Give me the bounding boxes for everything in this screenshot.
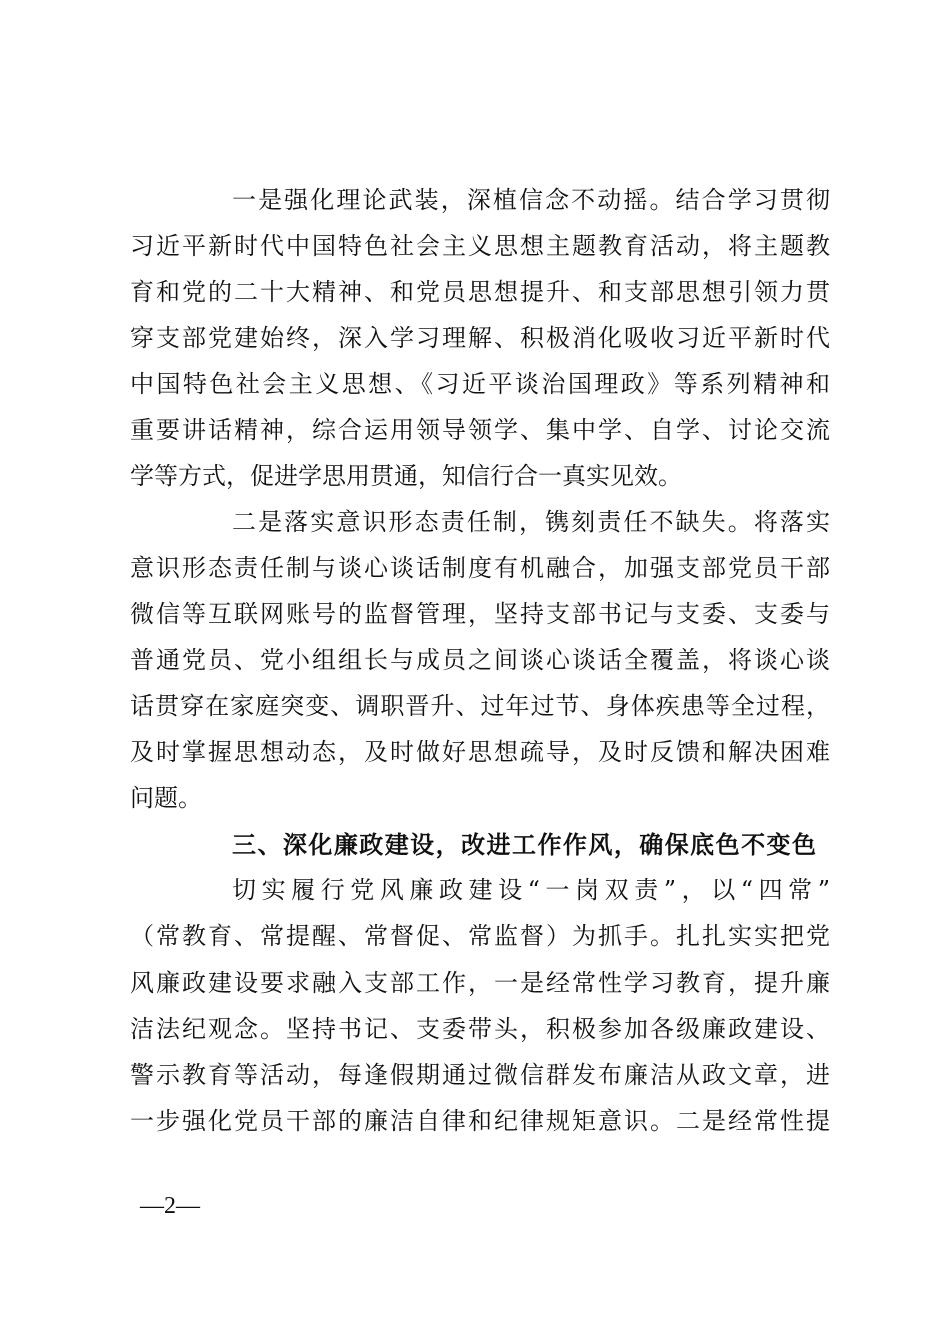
paragraph-line: （常教育、常提醒、常督促、常监督）为抓手。扎扎实实把党 <box>130 922 830 950</box>
paragraph-line: 普通党员、党小组组长与成员之间谈心谈话全覆盖，将谈心谈 <box>130 646 830 674</box>
section-heading: 三、深化廉政建设，改进工作作风，确保底色不变色 <box>232 831 816 859</box>
paragraph-line: 话贯穿在家庭突变、调职晋升、过年过节、身体疾患等全过程， <box>130 692 830 720</box>
paragraph-line: 切实履行党风廉政建设“一岗双责”，以“四常” <box>232 876 830 904</box>
paragraph-line: 中国特色社会主义思想、《习近平谈治国理政》等系列精神和 <box>130 370 830 398</box>
paragraph-line: 二是落实意识形态责任制，镌刻责任不缺失。将落实 <box>232 508 830 536</box>
paragraph-line: 习近平新时代中国特色社会主义思想主题教育活动，将主题教 <box>130 232 830 260</box>
paragraph-line: 警示教育等活动，每逢假期通过微信群发布廉洁从政文章，进 <box>130 1061 830 1089</box>
paragraph-line: 穿支部党建始终，深入学习理解、积极消化吸收习近平新时代 <box>130 324 830 352</box>
paragraph-line: 一是强化理论武装，深植信念不动摇。结合学习贯彻 <box>232 186 830 214</box>
paragraph-line: 洁法纪观念。坚持书记、支委带头，积极参加各级廉政建设、 <box>130 1015 830 1043</box>
paragraph-line: 问题。 <box>130 784 202 812</box>
paragraph-line: 一步强化党员干部的廉洁自律和纪律规矩意识。二是经常性提 <box>130 1107 830 1135</box>
paragraph-line: 育和党的二十大精神、和党员思想提升、和支部思想引领力贯 <box>130 278 830 306</box>
paragraph-line: 及时掌握思想动态，及时做好思想疏导，及时反馈和解决困难 <box>130 738 830 766</box>
page-number: —2— <box>140 1193 200 1219</box>
paragraph-line: 微信等互联网账号的监督管理，坚持支部书记与支委、支委与 <box>130 600 830 628</box>
paragraph-line: 意识形态责任制与谈心谈话制度有机融合，加强支部党员干部 <box>130 554 830 582</box>
paragraph-line: 风廉政建设要求融入支部工作，一是经常性学习教育，提升廉 <box>130 969 830 997</box>
paragraph-line: 学等方式，促进学思用贯通，知信行合一真实见效。 <box>130 462 682 490</box>
paragraph-line: 重要讲话精神，综合运用领导领学、集中学、自学、讨论交流 <box>130 416 830 444</box>
